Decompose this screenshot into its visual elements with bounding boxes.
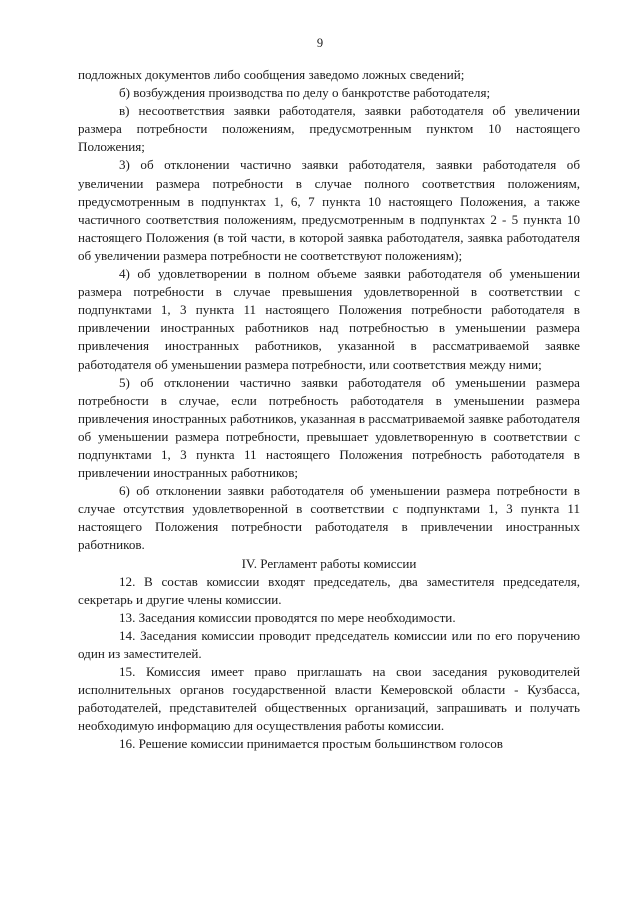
document-body [78,66,580,754]
item-15: 15. Комиссия имеет право приглашать на свои заседания руководителей исполнительных органов государственной власти Кемеровской области - Кузбасса, работодателей, представителей общественных организаций, запрашивать и получать необходимую информацию для осуществления работы комиссии. [78,664,580,734]
paragraph-item-4: 4) об удовлетворении в полном объеме заявки работодателя об уменьшении размера потребности в случае превышения удовлетворенной в соответствии с подпунктами 1, 3 пункта 11 настоящего Положения потребности работодателя в привлечении иностранных работников над потребностью в уменьшении размера привлечения иностранных работников, указанной в рассматриваемой заявке работодателя об уменьшении размера потребности, или соответствия между ними; [78,266,580,372]
paragraph-subitem-v: в) несоответствия заявки работодателя, заявки работодателя об увеличении размера потребности положениям, предусмотренным пунктом 10 настоящего Положения; [78,103,580,155]
item-14: 14. Заседания комиссии проводит председатель комиссии или по его поручению один из заместителей. [78,627,580,661]
paragraph-item-3: 3) об отклонении частично заявки работодателя, заявки работодателя об увеличении размера потребности в случае полного соответствия положениям, предусмотренным в подпунктах 1, 6, 7 пункта 10 настоящего Положения, а также частичного соответствия положениям, предусмотренным в подпунктах 2 - 5 пункта 10 настоящего Положения (в той части, в которой заявка работодателя, заявка работодателя об увеличении размера потребности не соответствуют положениям); [78,157,580,263]
item-12: 12. В состав комиссии входят председатель, два заместителя председателя, секретарь и другие члены комиссии. [78,573,580,607]
paragraph-continuation: подложных документов либо сообщения заведомо ложных сведений; [78,67,465,82]
item-13: 13. Заседания комиссии проводятся по мере необходимости. [119,609,456,625]
paragraph-item-5: 5) об отклонении частично заявки работодателя об уменьшении размера потребности в случае, если потребность работодателя в уменьшении размера привлечения иностранных работников, указанная в рассматриваемой заявке работодателя об уменьшении размера потребности, превышает удовлетворенную в соответствии с подпунктами 1, 3 пункта 11 настоящего Положения потребность работодателя в привлечении иностранных работников; [78,374,580,481]
section-title: IV. Регламент работы комиссии [241,555,417,571]
page-number: 9 [316,36,324,50]
item-16: 16. Решение комиссии принимается простым большинством голосов [119,736,503,752]
paragraph-item-6: 6) об отклонении заявки работодателя об уменьшении размера потребности в случае отсутствия удовлетворенной в соответствии с подпунктами 1, 3 пункта 11 настоящего Положения потребности работодателя в привлечении иностранных работников. [78,483,580,553]
paragraph-subitem-b: б) возбуждения производства по делу о банкротстве работодателя; [119,85,491,101]
